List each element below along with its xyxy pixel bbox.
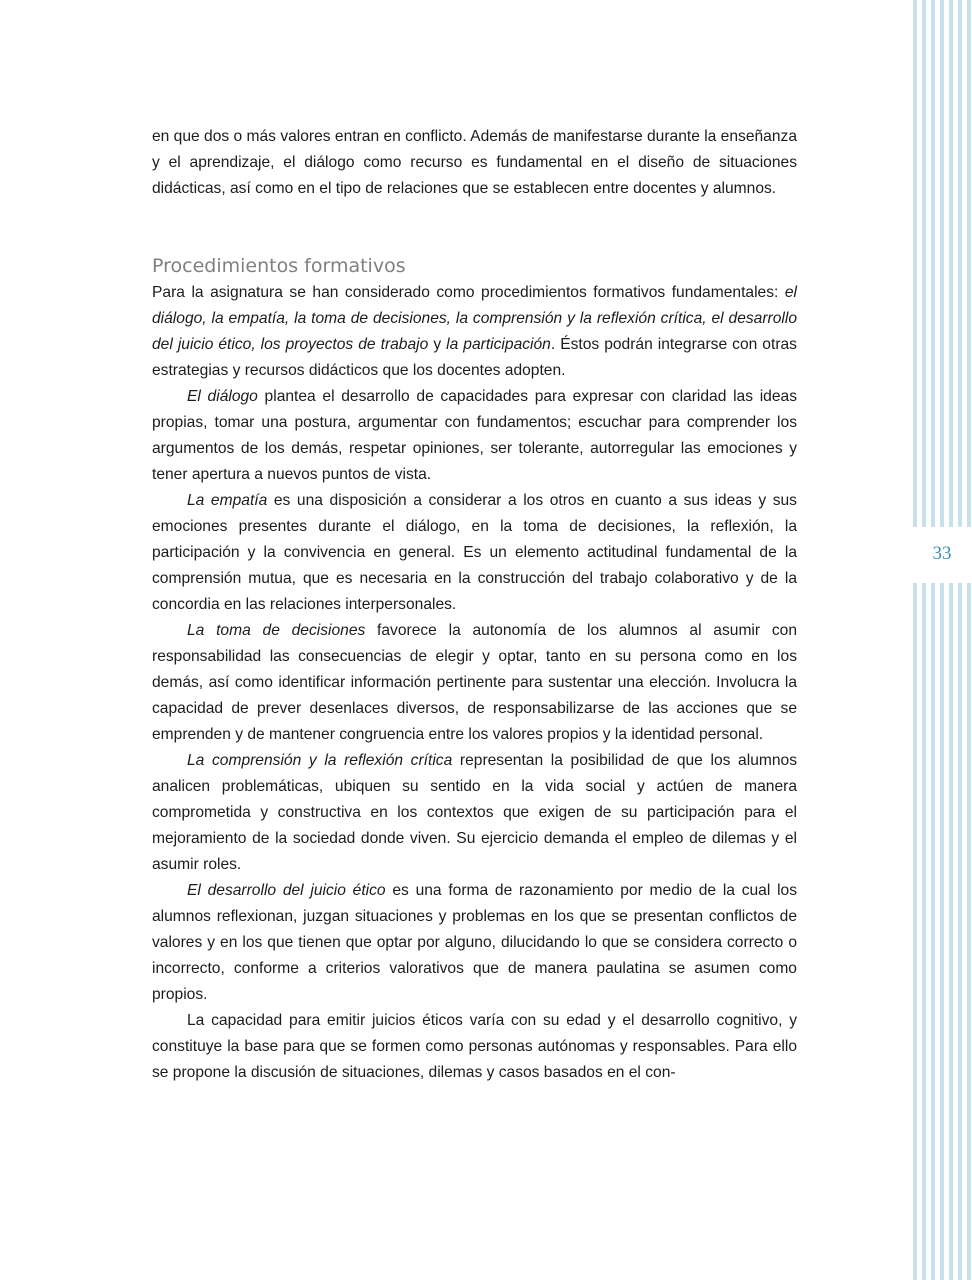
- margin-decoration-stripes: [913, 0, 972, 1280]
- term-dialogo: El diálogo: [187, 388, 258, 405]
- procedures-list: el diálogo, la empatía, la toma de decisiones, la comprensión y la reflexión crítica, el desarrollo del juicio ético, los proyectos de trabajo: [152, 284, 797, 353]
- page-body: [152, 124, 797, 1086]
- term-juicio-etico: El desarrollo del juicio ético: [187, 882, 386, 899]
- section-heading: Procedimientos formativos: [152, 255, 406, 277]
- paragraph-dialogo: [152, 384, 797, 488]
- page-number: 33: [932, 543, 952, 564]
- term-toma-decisiones: La toma de decisiones: [187, 622, 366, 639]
- paragraph-procedures-tail: . Éstos podrán integrarse con otras estrategias y recursos didácticos que los docentes adopten.: [152, 336, 797, 379]
- paragraph-empatia-text: es una disposición a considerar a los otros en cuanto a sus ideas y sus emociones presentes durante el diálogo, en la toma de decisiones, la reflexión, la participación y la convivencia en general. Es un elemento actitudinal fundamental de la comprensión mutua, que es necesaria en la construcción del trabajo colaborativo y de la concordia en las relaciones interpersonales.: [152, 492, 797, 613]
- paragraph-comprension: [152, 748, 797, 878]
- paragraph-toma-decisiones-text: favorece la autonomía de los alumnos al asumir con responsabilidad las consecuencias de elegir y optar, tanto en su persona como en los demás, así como identificar información pertinente para sustentar una elección. Involucra la capacidad de prever desenlaces diversos, de responsabilizarse de las acciones que se emprenden y de mantener congruencia entre los valores propios y la identidad personal.: [152, 622, 797, 743]
- paragraph-dialogo-text: plantea el desarrollo de capacidades para expresar con claridad las ideas propias, tomar una postura, argumentar con fundamentos; escuchar para comprender los argumentos de los demás, respetar opiniones, ser tolerante, autorregular las emociones y tener apertura a nuevos puntos de vista.: [152, 388, 797, 483]
- paragraph-juicio-etico: [152, 878, 797, 1008]
- term-empatia: La empatía: [187, 492, 268, 509]
- intro-paragraph: en que dos o más valores entran en conflicto. Además de manifestarse durante la enseñanza y el aprendizaje, el diálogo como recurso es fundamental en el diseño de situaciones didácticas, así como en el tipo de relaciones que se establecen entre docentes y alumnos.: [152, 128, 797, 197]
- paragraph-juicio-etico-text: es una forma de razonamiento por medio de la cual los alumnos reflexionan, juzgan situaciones y problemas en los que se presentan conflictos de valores y en los que tienen que optar por alguno, dilucidando lo que se considera correcto o incorrecto, conforme a criterios valorativos que de manera paulatina se asumen como propios.: [152, 882, 797, 1003]
- term-comprension: La comprensión y la reflexión crítica: [187, 752, 453, 769]
- procedure-participation: la participación: [446, 336, 551, 353]
- paragraph-procedures-lead: Para la asignatura se han considerado como procedimientos formativos fundamentales:: [152, 284, 785, 301]
- procedures-conjunction: y: [428, 336, 447, 353]
- paragraph-toma-decisiones: [152, 618, 797, 748]
- paragraph-capacidad: La capacidad para emitir juicios éticos varía con su edad y el desarrollo cognitivo, y constituye la base para que se formen como personas autónomas y responsables. Para ello se propone la discusión de situaciones, dilemas y casos basados en el con-: [152, 1012, 797, 1081]
- paragraph-empatia: [152, 488, 797, 618]
- paragraph-comprension-text: representan la posibilidad de que los alumnos analicen problemáticas, ubiquen su sentido en la vida social y actúen de manera comprometida y constructiva en los contextos que exigen de su participación para el mejoramiento de la sociedad donde viven. Su ejercicio demanda el empleo de dilemas y el asumir roles.: [152, 752, 797, 873]
- paragraph-procedures: [152, 280, 797, 384]
